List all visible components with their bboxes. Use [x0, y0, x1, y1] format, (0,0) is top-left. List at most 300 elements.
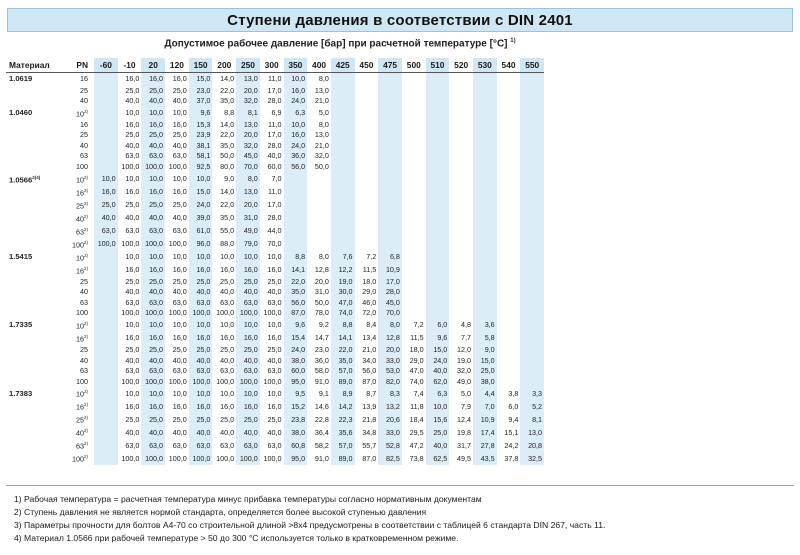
- table-row: [6, 141, 544, 152]
- pressure-value: [402, 86, 426, 97]
- pressure-value: 25,0: [125, 130, 140, 140]
- pressure-value: 30,0: [331, 287, 355, 298]
- table-row: [6, 413, 544, 426]
- pressure-value: [402, 120, 426, 131]
- material-cell: [6, 212, 58, 225]
- pressure-value: 8,7: [366, 388, 377, 398]
- pressure-value: 50,0: [314, 162, 329, 172]
- pressure-value: 32,0: [236, 96, 260, 107]
- pressure-value: [449, 225, 473, 238]
- pressure-value: [331, 162, 355, 173]
- pressure-value: [449, 251, 473, 264]
- pressure-value: 21,8: [362, 414, 377, 424]
- pressure-value: 49,0: [236, 225, 260, 238]
- pressure-value: [449, 73, 473, 86]
- pressure-value: 100,0: [216, 376, 235, 386]
- pressure-value: 57,0: [331, 439, 355, 452]
- pressure-value: 63,0: [220, 297, 235, 307]
- pressure-value: 100,0: [168, 376, 187, 386]
- pressure-value: [331, 238, 355, 251]
- pressure-value: [284, 238, 308, 251]
- pressure-value: 62,5: [426, 452, 450, 465]
- pressure-table: [6, 58, 544, 465]
- table-row: [6, 107, 544, 120]
- pressure-value: 40,0: [426, 366, 450, 377]
- pressure-value: 25,0: [267, 414, 282, 424]
- pressure-value: 16,0: [172, 119, 187, 129]
- pressure-value: [473, 96, 497, 107]
- pressure-value: 22,0: [331, 345, 355, 356]
- pressure-value: 63,0: [172, 151, 187, 161]
- pressure-value: 40,0: [220, 427, 235, 437]
- pressure-value: 38,0: [284, 426, 308, 439]
- pressure-value: [473, 199, 497, 212]
- pressure-value: 16,0: [141, 400, 165, 413]
- table-row: [6, 73, 544, 86]
- pressure-value: 10,0: [267, 320, 282, 330]
- pn-value: 100: [71, 454, 84, 464]
- pn-value: 16: [80, 119, 88, 129]
- pressure-value: 100,0: [216, 453, 235, 463]
- pressure-value: 13,0: [314, 85, 329, 95]
- pressure-value: 56,0: [284, 298, 308, 309]
- material-cell: [6, 225, 58, 238]
- pressure-value: 63,0: [172, 366, 187, 376]
- pressure-value: [473, 264, 497, 277]
- pressure-value: [94, 130, 118, 141]
- pn-value: 25: [75, 201, 84, 211]
- pressure-value: 13,2: [378, 400, 402, 413]
- table-row: [6, 319, 544, 332]
- pressure-value: [307, 186, 331, 199]
- notes-divider: [6, 485, 794, 486]
- pressure-value: [94, 332, 118, 345]
- pressure-value: [520, 277, 544, 288]
- pn-value: 25: [80, 276, 88, 286]
- pressure-value: 63,0: [236, 439, 260, 452]
- pn-cell: [58, 387, 94, 400]
- material-cell: [6, 377, 58, 388]
- pressure-value: 40,0: [172, 96, 187, 106]
- pressure-value: [449, 308, 473, 319]
- pressure-value: [284, 212, 308, 225]
- pressure-value: 87,0: [284, 308, 308, 319]
- pressure-value: [378, 120, 402, 131]
- pressure-value: 40,0: [220, 287, 235, 297]
- pressure-value: 70,0: [267, 238, 282, 248]
- pn-cell: [58, 86, 94, 97]
- material-cell: [6, 319, 58, 332]
- pressure-value: 23,0: [314, 345, 329, 355]
- pressure-value: 40,0: [125, 287, 140, 297]
- pressure-value: 40,0: [172, 355, 187, 365]
- pressure-value: [426, 277, 450, 288]
- pressure-value: 11,0: [268, 186, 282, 196]
- pressure-value: 25,0: [473, 366, 497, 377]
- pressure-value: 63,0: [141, 151, 165, 162]
- pressure-value: 11,5: [410, 333, 424, 343]
- pressure-value: 20,8: [520, 439, 544, 452]
- pressure-value: [402, 173, 426, 186]
- pressure-value: [449, 298, 473, 309]
- table-row: [6, 199, 544, 212]
- pressure-value: 100,0: [168, 162, 187, 172]
- pressure-value: 16,0: [189, 264, 213, 277]
- pressure-value: [402, 277, 426, 288]
- pressure-value: 6,8: [378, 251, 402, 264]
- pressure-value: [94, 387, 118, 400]
- pressure-value: 63,0: [172, 297, 187, 307]
- pressure-value: [520, 107, 544, 120]
- pressure-value: [94, 107, 118, 120]
- pressure-value: [331, 130, 355, 141]
- pressure-value: [520, 308, 544, 319]
- pressure-value: 9,6: [284, 319, 308, 332]
- pressure-value: [378, 73, 402, 86]
- table-row: [6, 426, 544, 439]
- pressure-value: 9,0: [224, 173, 235, 183]
- pressure-value: [378, 162, 402, 173]
- pressure-value: 47,0: [331, 298, 355, 309]
- header-temp: 120: [165, 58, 189, 73]
- header-temp: 200: [212, 58, 236, 73]
- pn-value: 40: [80, 140, 88, 150]
- pressure-value: 38,0: [473, 377, 497, 388]
- pn-footnote-ref: 2): [83, 321, 88, 327]
- pressure-value: 25,0: [172, 199, 187, 209]
- pn-value: 25: [80, 345, 88, 355]
- pressure-value: 40,0: [267, 427, 282, 437]
- pressure-value: 20,0: [236, 199, 260, 212]
- pressure-value: 61,0: [189, 225, 213, 238]
- material-label: 1.0460: [9, 107, 33, 117]
- pressure-value: 10,0: [220, 388, 235, 398]
- pressure-value: 16,0: [220, 264, 235, 274]
- pressure-value: 35,0: [284, 287, 308, 298]
- pressure-value: 9,1: [318, 388, 329, 398]
- pressure-value: 32,0: [314, 151, 329, 161]
- pn-value: 100: [76, 162, 88, 172]
- pressure-value: [355, 186, 379, 199]
- pressure-value: 55,0: [220, 225, 235, 235]
- pressure-value: [520, 199, 544, 212]
- pressure-value: 25,0: [125, 345, 140, 355]
- pressure-value: 10,0: [94, 173, 118, 186]
- pressure-value: 52,8: [378, 439, 402, 452]
- pressure-value: 25,0: [141, 86, 165, 97]
- pressure-value: 14,2: [331, 400, 355, 413]
- pressure-value: [497, 86, 521, 97]
- pressure-value: [355, 173, 379, 186]
- pressure-value: 16,0: [236, 332, 260, 345]
- pressure-value: 11,0: [268, 73, 282, 83]
- pressure-value: [378, 86, 402, 97]
- pressure-value: 36,0: [284, 151, 308, 162]
- pressure-value: [402, 141, 426, 152]
- pn-value: 25: [80, 130, 88, 140]
- pressure-value: 20,0: [236, 130, 260, 141]
- pn-value: 63: [75, 227, 84, 237]
- pressure-value: 24,0: [426, 356, 450, 367]
- pressure-value: 11,8: [410, 401, 424, 411]
- pressure-value: 100,0: [236, 452, 260, 465]
- pn-value: 40: [80, 287, 88, 297]
- pressure-value: 9,4: [508, 414, 519, 424]
- pressure-value: 13,0: [314, 130, 329, 140]
- pressure-value: 10,0: [141, 107, 165, 120]
- pn-value: 10: [75, 253, 84, 263]
- pressure-value: [473, 287, 497, 298]
- pressure-value: 16,0: [189, 332, 213, 345]
- pressure-value: [94, 426, 118, 439]
- pressure-value: [449, 287, 473, 298]
- pressure-value: [355, 199, 379, 212]
- pressure-value: [378, 225, 402, 238]
- pressure-value: 11,5: [362, 264, 377, 274]
- pressure-value: [331, 96, 355, 107]
- pressure-value: 8,0: [378, 319, 402, 332]
- pressure-value: 25,0: [267, 345, 282, 355]
- pressure-value: 63,0: [125, 225, 140, 235]
- pressure-value: 21,0: [314, 140, 329, 150]
- pressure-value: 100,0: [189, 452, 213, 465]
- pressure-value: 40,0: [267, 151, 282, 161]
- pressure-value: [497, 107, 521, 120]
- pressure-value: [378, 107, 402, 120]
- table-row: [6, 151, 544, 162]
- table-row: [6, 387, 544, 400]
- pressure-value: 47,2: [409, 440, 424, 450]
- pressure-value: 16,0: [172, 264, 187, 274]
- pressure-value: [331, 141, 355, 152]
- pressure-value: 10,0: [220, 251, 235, 261]
- pressure-value: 20,6: [378, 413, 402, 426]
- pressure-value: [331, 225, 355, 238]
- pressure-value: [497, 308, 521, 319]
- pressure-value: [331, 120, 355, 131]
- pressure-value: [497, 96, 521, 107]
- pressure-value: [284, 186, 308, 199]
- pressure-value: 87,0: [362, 453, 377, 463]
- pressure-value: 100,0: [263, 308, 282, 318]
- pressure-value: [497, 199, 521, 212]
- pn-cell: [58, 73, 94, 86]
- pressure-value: [355, 212, 379, 225]
- pressure-value: 100,0: [94, 238, 118, 251]
- pressure-value: 100,0: [121, 162, 140, 172]
- pressure-value: [520, 377, 544, 388]
- table-body: [6, 73, 544, 466]
- pressure-value: 25,0: [220, 276, 235, 286]
- pressure-value: 53,0: [378, 366, 402, 377]
- pressure-value: 16,0: [125, 264, 140, 274]
- pressure-value: [426, 225, 450, 238]
- pressure-value: 16,0: [284, 86, 308, 97]
- pressure-value: 10,0: [284, 73, 308, 86]
- pressure-value: 25,0: [125, 414, 140, 424]
- pressure-value: [94, 377, 118, 388]
- pressure-value: 14,7: [314, 333, 329, 343]
- pressure-value: 96,0: [189, 238, 213, 251]
- pressure-value: 50,0: [314, 297, 329, 307]
- pressure-value: 8,8: [331, 319, 355, 332]
- pressure-value: 100,0: [121, 238, 140, 248]
- pressure-value: [355, 162, 379, 173]
- pn-cell: [58, 439, 94, 452]
- pressure-value: 16,0: [172, 401, 187, 411]
- pressure-value: [94, 298, 118, 309]
- pressure-value: 15,0: [189, 73, 213, 86]
- table-row: [6, 277, 544, 288]
- pressure-value: [378, 186, 402, 199]
- pressure-value: 80,0: [220, 162, 235, 172]
- pressure-value: [520, 345, 544, 356]
- pressure-value: [497, 186, 521, 199]
- pressure-value: [497, 173, 521, 186]
- pn-cell: [58, 366, 94, 377]
- pressure-value: 14,0: [220, 186, 235, 196]
- pressure-value: 95,0: [284, 377, 308, 388]
- pressure-value: 10,0: [236, 319, 260, 332]
- pressure-value: 6,3: [284, 107, 308, 120]
- pressure-value: [449, 199, 473, 212]
- pressure-value: 100,0: [121, 453, 140, 463]
- pressure-value: [307, 225, 331, 238]
- pressure-value: [449, 162, 473, 173]
- pressure-value: [355, 73, 379, 86]
- pressure-value: 25,0: [220, 414, 235, 424]
- pressure-value: [94, 141, 118, 152]
- pressure-value: 24,0: [284, 141, 308, 152]
- material-label: 1.0619: [9, 73, 33, 83]
- pressure-value: 35,6: [331, 426, 355, 439]
- pressure-value: [331, 212, 355, 225]
- pressure-value: 17,4: [473, 426, 497, 439]
- pressure-value: 40,0: [141, 96, 165, 107]
- pressure-value: [402, 308, 426, 319]
- pressure-value: 40,0: [189, 426, 213, 439]
- pressure-value: 100,0: [168, 308, 187, 318]
- pressure-value: 16,0: [172, 73, 187, 83]
- pressure-value: 37,0: [189, 96, 213, 107]
- pressure-value: [355, 130, 379, 141]
- pressure-value: 8,8: [284, 251, 308, 264]
- pressure-value: 70,0: [378, 308, 402, 319]
- table-row: [6, 130, 544, 141]
- pressure-value: 15,0: [426, 345, 450, 356]
- pressure-value: [94, 151, 118, 162]
- pressure-value: 25,0: [94, 199, 118, 212]
- pressure-value: [520, 130, 544, 141]
- pressure-value: [449, 212, 473, 225]
- pn-footnote-ref: 2): [83, 239, 88, 245]
- pressure-value: 63,0: [267, 297, 282, 307]
- pressure-value: 55,7: [362, 440, 377, 450]
- pressure-value: 16,0: [220, 401, 235, 411]
- pressure-value: [520, 366, 544, 377]
- pressure-value: 44,0: [267, 225, 282, 235]
- pn-cell: [58, 120, 94, 131]
- pressure-value: [331, 186, 355, 199]
- table-row: [6, 162, 544, 173]
- pressure-value: 10,9: [473, 413, 497, 426]
- pressure-value: 10,0: [189, 387, 213, 400]
- pressure-value: [520, 212, 544, 225]
- material-label: 1.7383: [9, 388, 33, 398]
- pressure-value: 15,4: [284, 332, 308, 345]
- pn-footnote-ref: 2): [83, 389, 88, 395]
- pn-value: 40: [80, 96, 88, 106]
- pressure-value: [473, 225, 497, 238]
- pressure-value: 32,0: [236, 141, 260, 152]
- pressure-value: [94, 264, 118, 277]
- pressure-value: [307, 199, 331, 212]
- material-cell: [6, 130, 58, 141]
- pressure-value: 8,0: [318, 73, 329, 83]
- pressure-value: [94, 345, 118, 356]
- material-cell: [6, 308, 58, 319]
- pressure-value: [426, 96, 450, 107]
- pn-value: 16: [75, 188, 84, 198]
- material-cell: [6, 287, 58, 298]
- pressure-value: [520, 86, 544, 97]
- table-row: [6, 332, 544, 345]
- pressure-value: 40,0: [236, 426, 260, 439]
- pn-footnote-ref: 2): [83, 441, 88, 447]
- pressure-value: [426, 186, 450, 199]
- pressure-value: [497, 277, 521, 288]
- pressure-value: 25,0: [141, 277, 165, 288]
- pressure-value: 22,0: [284, 277, 308, 288]
- pn-cell: [58, 212, 94, 225]
- pressure-value: 100,0: [168, 453, 187, 463]
- pressure-value: 17,0: [267, 85, 282, 95]
- pressure-value: [426, 199, 450, 212]
- material-cell: [6, 387, 58, 400]
- pressure-value: [449, 120, 473, 131]
- pressure-value: [473, 130, 497, 141]
- pressure-value: 100,0: [263, 453, 282, 463]
- pressure-value: 27,8: [473, 439, 497, 452]
- table-row: [6, 308, 544, 319]
- header-temp: -60: [94, 58, 118, 73]
- table-row: [6, 400, 544, 413]
- pressure-value: 16,0: [220, 333, 235, 343]
- pressure-value: 22,0: [220, 199, 235, 209]
- pressure-value: 63,0: [189, 439, 213, 452]
- pressure-value: [449, 264, 473, 277]
- pressure-value: [520, 162, 544, 173]
- pressure-value: [284, 173, 308, 186]
- pressure-value: 25,0: [426, 426, 450, 439]
- pressure-value: 25,0: [267, 276, 282, 286]
- pressure-value: 7,9: [461, 401, 471, 411]
- pressure-value: [473, 120, 497, 131]
- table-row: [6, 212, 544, 225]
- pressure-value: [426, 151, 450, 162]
- pressure-value: 100,0: [189, 377, 213, 388]
- material-cell: [6, 107, 58, 120]
- pressure-value: 57,0: [331, 366, 355, 377]
- material-cell: [6, 366, 58, 377]
- pressure-value: 15,0: [473, 356, 497, 367]
- pressure-value: [520, 251, 544, 264]
- pressure-value: 63,0: [125, 297, 140, 307]
- pressure-value: 63,0: [141, 439, 165, 452]
- pn-cell: [58, 377, 94, 388]
- pressure-value: 25,0: [141, 345, 165, 356]
- pressure-value: 40,0: [172, 212, 187, 222]
